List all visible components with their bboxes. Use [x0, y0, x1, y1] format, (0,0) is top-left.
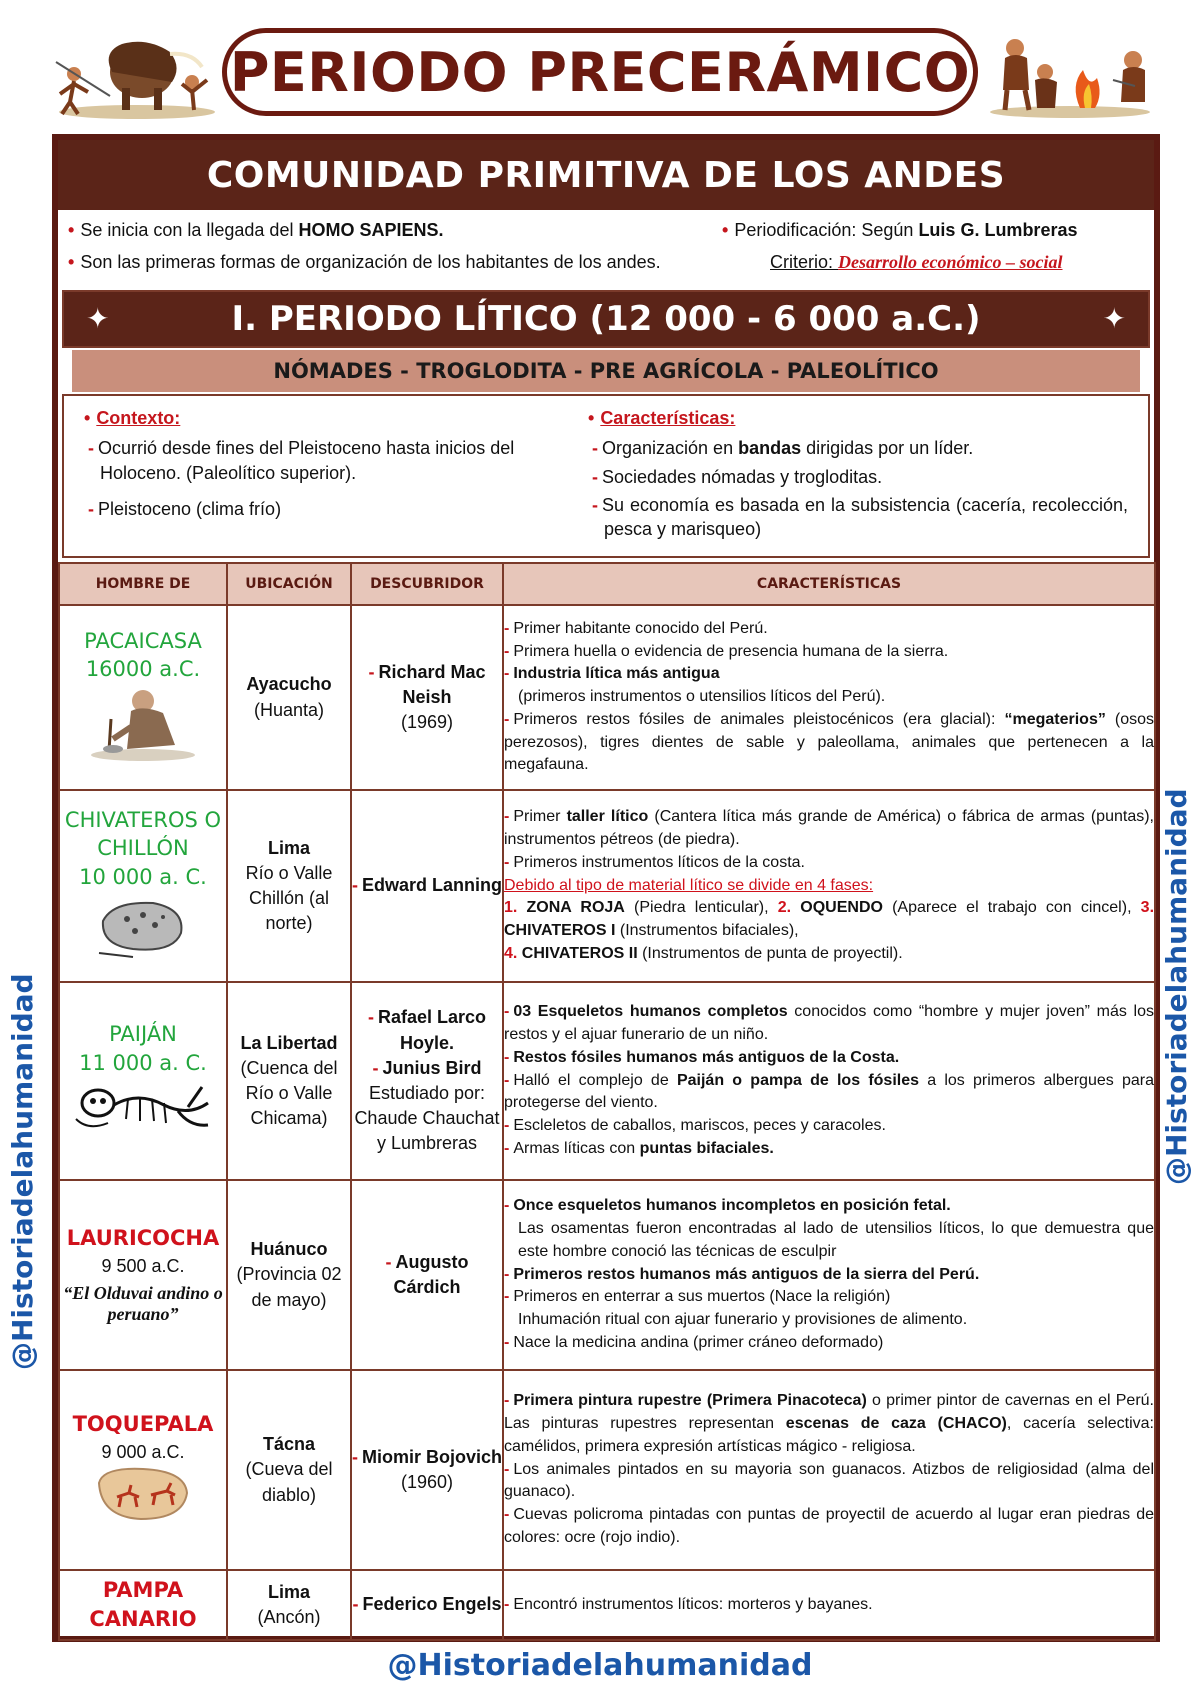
contexto-item: - Ocurrió desde fines del Pleistoceno hasta inicios del Holoceno. (Paleolítico superior). — [88, 438, 515, 483]
caracteristicas-cell: - Once esqueletos humanos incompletos en posición fetal. Las osamentas fueron encontradas al lado de utensilios líticos, lo que demuestra que este hombre conoció las técnicas de esculpir - Primeros restos humanos más antiguos de la sierra del Perú. - Primeros en enterrar a sus muertos (Nace la religión) Inhumación ritual con ajuar funerario y provisiones de alimento. - Nace la medicina andina (primer cráneo deformado) — [503, 1180, 1155, 1370]
caracteristicas-cell: - Primera pintura rupestre (Primera Pinacoteca) o primer pintor de cavernas en el Perú. Las pinturas rupestres representan escenas de caza (CHACO), cacería selectiva: camélidos, primera expresión artísticas mágico - religiosa. - Los animales pintados en su mayoria son guanacos. Atizbos de religiosidad (alma del guanaco). - Cuevas policroma pintadas con puntas de proyectil de acuerdo al lugar eran piedras de colores: ocre (rojo indio). — [503, 1370, 1155, 1570]
column-header: DESCUBRIDOR — [351, 563, 503, 605]
period-title — [62, 290, 1150, 348]
hombre-cell — [59, 1370, 227, 1570]
table-row — [59, 982, 1155, 1180]
context-panel — [62, 394, 1150, 558]
table-row — [59, 1370, 1155, 1570]
period-title-text: I. PERIODO LÍTICO (12 000 - 6 000 a.C.) — [231, 299, 981, 339]
contexto-item: - Pleistoceno (clima frío) — [88, 498, 282, 519]
hombre-era: 16000 a.C. — [85, 657, 201, 681]
caracteristica-item: - Sociedades nómadas y trogloditas. — [592, 466, 883, 487]
footer-watermark: @Historiadelahumanidad — [387, 1648, 813, 1683]
intro-item: • Se inicia con la llegada del HOMO SAPIENS. — [68, 220, 444, 240]
caracteristicas-cell: - Primer taller lítico (Cantera lítica más grande de América) o fábrica de armas (puntas), instrumentos pétreos (de piedra). - Primeros instrumentos líticos de la costa. Debido al tipo de material lítico se divide en 4 fases: 1. ZONA ROJA (Piedra lenticular), 2. OQUENDO (Aparece el trabajo con cincel), 3. CHIVATEROS I (Instrumentos bifaciales), 4. CHIVATEROS II (Instrumentos de punta de proyectil). — [503, 790, 1155, 982]
hominids-table — [58, 562, 1156, 1641]
ubicacion-cell: Ayacucho (Huanta) — [227, 605, 351, 790]
skeleton-illustration — [68, 1077, 218, 1137]
bullet-icon: • — [84, 408, 91, 428]
bullet-icon: • — [68, 252, 75, 272]
caracteristica-item: - Organización en bandas dirigidas por un líder. — [592, 438, 974, 459]
hombre-name: CHIVATEROS O CHILLÓN — [64, 807, 222, 861]
section-title: COMUNIDAD PRIMITIVA DE LOS ANDES — [58, 140, 1154, 210]
cavemen-hunting-illustration — [52, 22, 217, 122]
period-subtitle: NÓMADES - TROGLODITA - PRE AGRÍCOLA - PALEOLÍTICO — [72, 350, 1140, 392]
ubicacion-cell: Tácna (Cueva del diablo) — [227, 1370, 351, 1570]
caracteristicas-cell: - Primer habitante conocido del Perú. - Primera huella o evidencia de presencia humana de la sierra. - Industria lítica más antigua (primeros instrumentos o utensilios líticos del Perú). - Primeros restos fósiles de animales pleistocénicos (era glacial): “megaterios” (osos perezosos), tigres dientes de sable y paleollama, animales que pertenecen a la megafauna. — [503, 605, 1155, 790]
watermark-left: @Historiadelahumanidad — [6, 973, 39, 1370]
hombre-era: 10 000 a. C. — [79, 864, 207, 889]
rock-painting-illustration — [93, 1463, 193, 1523]
bullet-icon: • — [722, 220, 729, 240]
contexto-column: • Contexto: - Ocurrió desde fines del Pleistoceno hasta inicios del Holoceno. (Paleolítico superior). - Pleistoceno (clima frío) — [84, 406, 534, 521]
ubicacion-cell: Lima (Ancón) — [227, 1570, 351, 1640]
hombre-name: LAURICOCHA — [66, 1225, 220, 1250]
descubridor-cell: - Rafael Larco Hoyle. - Junius Bird Estudiado por: Chaude Chauchat y Lumbreras — [351, 982, 503, 1180]
column-header: UBICACIÓN — [227, 563, 351, 605]
ubicacion-cell: Lima Río o Valle Chillón (al norte) — [227, 790, 351, 982]
caracteristicas-cell: - 03 Esqueletos humanos completos conocidos como “hombre y mujer joven” más los restos y el ajuar funerario de un niño. - Restos fósiles humanos más antiguos de la Costa. - Halló el complejo de Paiján o pampa de los fósiles a los primeros albergues para protegerse del viento. - Escleletos de caballos, mariscos, peces y caracoles. - Armas líticas con puntas bifaciales. — [503, 982, 1155, 1180]
ubicacion-cell: La Libertad (Cuenca del Río o Valle Chicama) — [227, 982, 351, 1180]
main-frame — [52, 134, 1160, 1642]
page-title — [222, 28, 978, 116]
column-header: CARACTERÍSTICAS — [503, 563, 1155, 605]
hombre-name: PACAICASA — [84, 628, 202, 653]
page-title-text: PERIODO PRECERÁMICO — [229, 40, 971, 104]
descubridor-cell: - Miomir Bojovich (1960) — [351, 1370, 503, 1570]
descubridor-cell: - Richard Mac Neish (1969) — [351, 605, 503, 790]
caracteristica-item: - Su economía es basada en la subsistencia (cacería, recolección, pesca y marisqueo) — [592, 494, 1128, 540]
periodificacion: • Periodificación: Según Luis G. Lumbreras — [722, 220, 1078, 240]
intro-panel — [58, 210, 1154, 288]
star-icon: ✦ — [86, 302, 110, 335]
hombre-cell — [59, 1570, 227, 1640]
hombre-cell — [59, 605, 227, 790]
ubicacion-cell: Huánuco (Provincia 02 de mayo) — [227, 1180, 351, 1370]
star-icon: ✦ — [1102, 302, 1126, 335]
table-row — [59, 1570, 1155, 1640]
hombre-cell — [59, 1180, 227, 1370]
column-header: HOMBRE DE — [59, 563, 227, 605]
hombre-cell — [59, 982, 227, 1180]
watermark-right: @Historiadelahumanidad — [1160, 788, 1193, 1185]
bullet-icon: • — [588, 408, 595, 428]
table-row — [59, 605, 1155, 790]
table-header-row — [59, 563, 1155, 605]
descubridor-cell: - Federico Engels — [351, 1570, 503, 1640]
descubridor-cell: - Augusto Cárdich — [351, 1180, 503, 1370]
hombre-cell — [59, 790, 227, 982]
caveman-crafting-illustration — [83, 683, 203, 763]
criterio: Criterio: Desarrollo económico – social — [770, 252, 1063, 272]
table-row — [59, 790, 1155, 982]
cavemen-fire-illustration — [985, 20, 1155, 120]
table-row — [59, 1180, 1155, 1370]
hombre-quote: “El Olduvai andino o peruano” — [63, 1282, 223, 1324]
hombre-name: PAIJÁN — [109, 1022, 177, 1047]
hombre-era: 11 000 a. C. — [79, 1050, 207, 1075]
hombre-era: 9 500 a.C. — [101, 1255, 185, 1276]
caracteristicas-cell: - Encontró instrumentos líticos: morteros y bayanes. — [503, 1570, 1155, 1640]
caracteristicas-column: • Características: - Organización en bandas dirigidas por un líder. - Sociedades nómadas y trogloditas. - Su economía es basada en la subsistencia (cacería, recolección, pesca y marisqueo) — [588, 406, 1128, 541]
hombre-name: TOQUEPALA — [72, 1412, 214, 1436]
hombre-era: 9 000 a.C. — [101, 1442, 185, 1462]
lithic-stone-illustration — [93, 891, 193, 961]
descubridor-cell: - Edward Lanning — [351, 790, 503, 982]
bullet-icon: • — [68, 220, 75, 240]
hombre-name: PAMPA CANARIO — [89, 1577, 197, 1631]
intro-item: • Son las primeras formas de organización de los habitantes de los andes. — [68, 252, 661, 272]
